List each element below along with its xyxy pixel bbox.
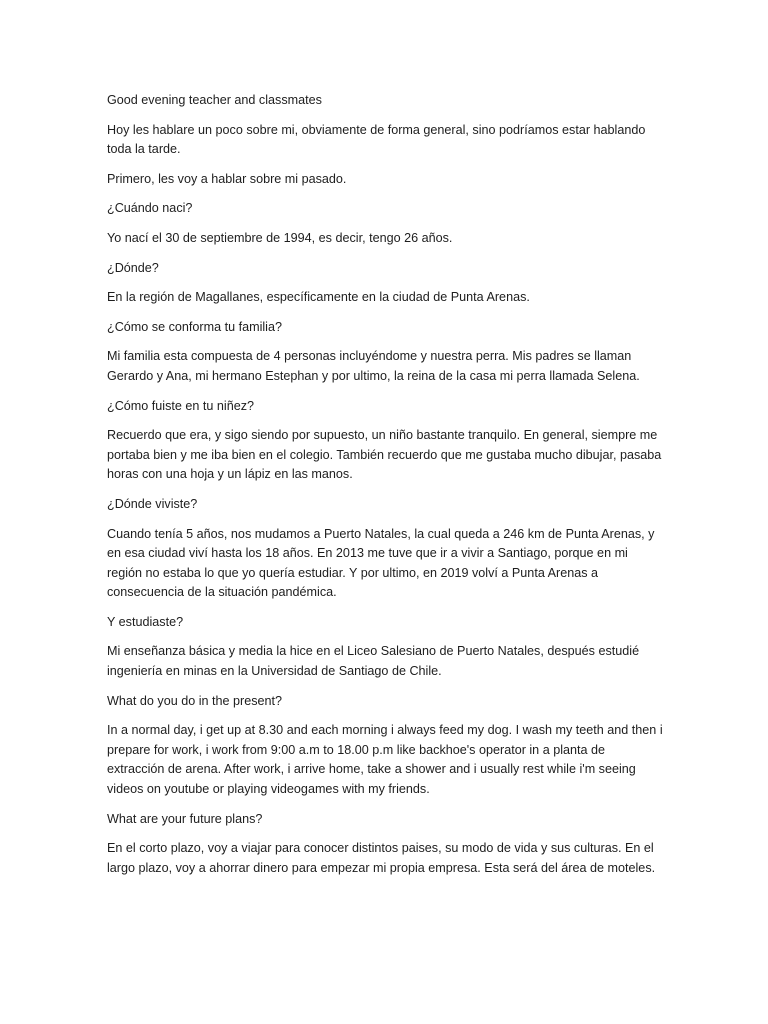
greeting: Good evening teacher and classmates bbox=[107, 93, 322, 107]
past-intro: Primero, les voy a hablar sobre mi pasado. bbox=[107, 171, 347, 186]
question-when-born: ¿Cuándo naci? bbox=[107, 201, 193, 216]
question-where-lived: ¿Dónde viviste? bbox=[107, 496, 198, 511]
question-future: What are your future plans? bbox=[107, 811, 263, 826]
answer-family: Mi familia esta compuesta de 4 personas incluyéndome y nuestra perra. Mis padres se llaman Gerardo y Ana, mi hermano Estephan y por ultimo, la reina de la casa mi perra llamada Selena. bbox=[107, 349, 640, 383]
answer-future: En el corto plazo, voy a viajar para conocer distintos paises, su modo de vida y sus culturas. En el largo plazo, voy a ahorrar dinero para empezar mi propia empresa. Esta será del área de moteles. bbox=[107, 841, 656, 875]
question-childhood: ¿Cómo fuiste en tu niñez? bbox=[107, 398, 255, 413]
answer-present: In a normal day, i get up at 8.30 and each morning i always feed my dog. I wash my teeth and then i prepare for work, i work from 9:00 a.m to 18.00 p.m like backhoe's operator in a planta de extracción de arena. After work, i arrive home, take a shower and i usually rest while i'm seeing videos on youtube or playing videogames with my friends. bbox=[107, 723, 663, 797]
intro-paragraph: Hoy les hablare un poco sobre mi, obviamente de forma general, sino podríamos estar hablando toda la tarde. bbox=[107, 122, 646, 157]
answer-studies: Mi enseñanza básica y media la hice en el Liceo Salesiano de Puerto Natales, después estudié ingeniería en minas en la Universidad de Santiago de Chile. bbox=[107, 644, 640, 679]
question-present: What do you do in the present? bbox=[107, 693, 283, 708]
question-where: ¿Dónde? bbox=[107, 260, 159, 275]
question-family: ¿Cómo se conforma tu familia? bbox=[107, 319, 282, 334]
answer-where: En la región de Magallanes, específicamente en la ciudad de Punta Arenas. bbox=[107, 290, 530, 305]
document-body bbox=[107, 91, 663, 888]
answer-when-born: Yo nací el 30 de septiembre de 1994, es decir, tengo 26 años. bbox=[107, 230, 453, 245]
answer-where-lived: Cuando tenía 5 años, nos mudamos a Puerto Natales, la cual queda a 246 km de Punta Arenas, y en esa ciudad viví hasta los 18 años. En 2013 me tuve que ir a vivir a Santiago, porque en mi región no estaba lo que yo quería estudiar. Y por ultimo, en 2019 volví a Punta Arenas a consecuencia de la situación pandémica. bbox=[107, 526, 655, 600]
answer-childhood: Recuerdo que era, y sigo siendo por supuesto, un niño bastante tranquilo. En general, siempre me portaba bien y me iba bien en el colegio. También recuerdo que me gustaba mucho dibujar, pasaba horas con una hoja y un lápiz en las manos. bbox=[107, 428, 662, 482]
question-studies: Y estudiaste? bbox=[107, 614, 184, 629]
